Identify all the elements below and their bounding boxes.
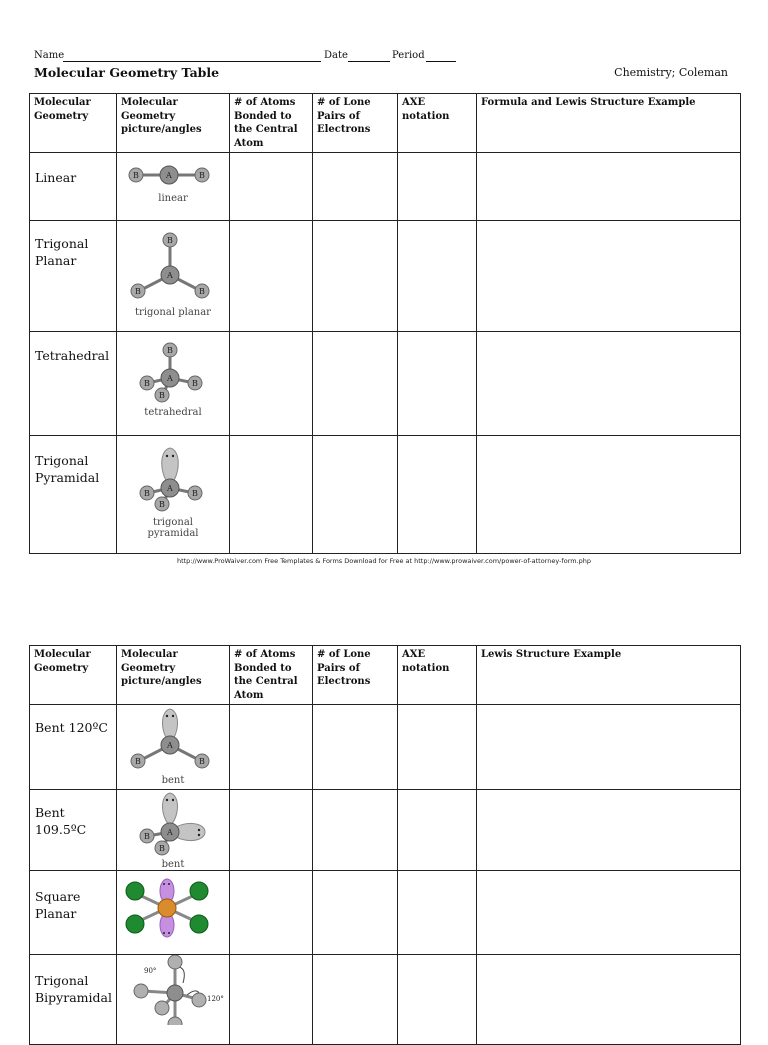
lone-pairs-cell[interactable] — [313, 705, 398, 790]
lewis-example-cell[interactable] — [477, 705, 741, 790]
geometry-name: Trigonal Planar — [35, 236, 89, 268]
atoms-bonded-cell[interactable] — [230, 153, 313, 221]
table-row — [30, 790, 741, 871]
col-header-lone-pairs: # of Lone Pairs of Electrons — [313, 94, 398, 153]
picture-caption: bent — [161, 775, 185, 786]
lone-pairs-cell[interactable] — [313, 153, 398, 221]
outer-atom-label: B — [167, 346, 173, 355]
atoms-bonded-cell[interactable] — [230, 436, 313, 554]
col-header-atoms-bonded: # of Atoms Bonded to the Central Atom — [230, 94, 313, 153]
geometry-name: Linear — [35, 170, 77, 185]
central-atom-label: A — [167, 828, 173, 837]
outer-atom-label: B — [192, 489, 198, 498]
outer-atom-label: B — [159, 844, 165, 853]
name-label: Name — [34, 50, 65, 61]
axe-cell[interactable] — [398, 221, 477, 332]
lone-pairs-cell[interactable] — [313, 955, 398, 1045]
name-field[interactable] — [63, 61, 321, 62]
axe-cell[interactable] — [398, 790, 477, 871]
date-label: Date — [324, 50, 348, 61]
footer-note: http://www.ProWaiver.com Free Templates & Forms Download for Free at http://www.prowaiver.com/power-of-attorney-form.php — [176, 557, 592, 565]
trigonal-bipyramidal-model-image — [117, 955, 229, 1025]
page-header — [34, 48, 734, 88]
table-row — [30, 332, 741, 436]
central-atom-label: A — [166, 171, 172, 180]
axe-cell[interactable] — [398, 332, 477, 436]
geometry-picture-tetrahedral — [117, 332, 230, 436]
outer-atom-label: B — [144, 379, 150, 388]
table-row — [30, 436, 741, 554]
lone-pairs-cell[interactable] — [313, 436, 398, 554]
outer-atom-label: B — [199, 757, 205, 766]
geometry-name: Bent 109.5ºC — [35, 805, 87, 837]
outer-atom-label: B — [167, 236, 173, 245]
geometry-picture-square-planar — [117, 871, 230, 955]
geometry-table-2 — [29, 645, 741, 1045]
lewis-example-cell[interactable] — [477, 153, 741, 221]
outer-atom-label: B — [192, 379, 198, 388]
lone-pairs-cell[interactable] — [313, 221, 398, 332]
picture-caption: tetrahedral — [144, 407, 202, 418]
table-header-row — [30, 646, 741, 705]
lone-pairs-cell[interactable] — [313, 790, 398, 871]
table-row — [30, 955, 741, 1045]
col-header-lone-pairs: # of Lone Pairs of Electrons — [313, 646, 398, 705]
geometry-name: Tetrahedral — [35, 348, 110, 363]
atoms-bonded-cell[interactable] — [230, 871, 313, 955]
central-atom-label: A — [167, 484, 173, 493]
col-header-picture: Molecular Geometry picture/angles — [117, 646, 230, 705]
angle-90-label: 90° — [144, 967, 157, 975]
outer-atom-label: B — [199, 287, 205, 296]
picture-caption: trigonal planar — [135, 307, 211, 318]
tetrahedral-model-image — [117, 332, 229, 434]
picture-caption: linear — [158, 193, 188, 204]
period-label: Period — [392, 50, 425, 61]
period-field[interactable] — [426, 61, 456, 62]
geometry-name: Square Planar — [35, 889, 81, 921]
geometry-picture-linear — [117, 153, 230, 221]
square-planar-model-image — [117, 871, 229, 953]
geometry-picture-bent-109 — [117, 790, 230, 871]
axe-cell[interactable] — [398, 153, 477, 221]
date-field[interactable] — [348, 61, 390, 62]
central-atom-label: A — [167, 741, 173, 750]
outer-atom-label: B — [144, 832, 150, 841]
table-row — [30, 705, 741, 790]
outer-atom-label: B — [135, 287, 141, 296]
outer-atom-label: B — [133, 171, 139, 180]
geometry-name: Trigonal Bipyramidal — [35, 973, 112, 1005]
lewis-example-cell[interactable] — [477, 436, 741, 554]
lewis-example-cell[interactable] — [477, 790, 741, 871]
outer-atom-label: B — [135, 757, 141, 766]
geometry-picture-bent-120 — [117, 705, 230, 790]
linear-model-image — [117, 153, 229, 219]
central-atom-label: A — [167, 374, 173, 383]
geometry-picture-trigonal-planar — [117, 221, 230, 332]
col-header-lewis-example: Formula and Lewis Structure Example — [477, 94, 741, 153]
table-row — [30, 871, 741, 955]
lewis-example-cell[interactable] — [477, 332, 741, 436]
outer-atom-label: B — [159, 500, 165, 509]
course-label: Chemistry; Coleman — [614, 66, 728, 79]
axe-cell[interactable] — [398, 705, 477, 790]
atoms-bonded-cell[interactable] — [230, 332, 313, 436]
table-row — [30, 221, 741, 332]
lewis-example-cell[interactable] — [477, 871, 741, 955]
table-row — [30, 153, 741, 221]
col-header-atoms-bonded: # of Atoms Bonded to the Central Atom — [230, 646, 313, 705]
picture-caption: bent — [161, 859, 185, 870]
atoms-bonded-cell[interactable] — [230, 790, 313, 871]
atoms-bonded-cell[interactable] — [230, 221, 313, 332]
table-header-row — [30, 94, 741, 153]
geometry-table-1 — [29, 93, 741, 554]
outer-atom-label: B — [199, 171, 205, 180]
atoms-bonded-cell[interactable] — [230, 705, 313, 790]
geometry-picture-trigonal-bipyramidal — [117, 955, 230, 1045]
col-header-lewis-example: Lewis Structure Example — [477, 646, 741, 705]
angle-120-label: 120° — [207, 995, 224, 1003]
lewis-example-cell[interactable] — [477, 221, 741, 332]
lone-pairs-cell[interactable] — [313, 871, 398, 955]
outer-atom-label: B — [144, 489, 150, 498]
lewis-example-cell[interactable] — [477, 955, 741, 1045]
page-title: Molecular Geometry Table — [34, 65, 220, 80]
picture-caption: trigonal pyramidal — [147, 517, 199, 539]
col-header-geometry: Molecular Geometry — [30, 94, 117, 153]
col-header-axe: AXE notation — [398, 646, 477, 705]
col-header-axe: AXE notation — [398, 94, 477, 153]
atoms-bonded-cell[interactable] — [230, 955, 313, 1045]
lone-pairs-cell[interactable] — [313, 332, 398, 436]
outer-atom-label: B — [159, 391, 165, 400]
col-header-picture: Molecular Geometry picture/angles — [117, 94, 230, 153]
axe-cell[interactable] — [398, 436, 477, 554]
axe-cell[interactable] — [398, 871, 477, 955]
col-header-geometry: Molecular Geometry — [30, 646, 117, 705]
central-atom-label: A — [167, 271, 173, 280]
geometry-name: Trigonal Pyramidal — [35, 453, 100, 485]
bent-109-model-image — [117, 790, 229, 870]
axe-cell[interactable] — [398, 955, 477, 1045]
geometry-picture-trigonal-pyramidal — [117, 436, 230, 554]
geometry-name: Bent 120ºC — [35, 720, 108, 735]
